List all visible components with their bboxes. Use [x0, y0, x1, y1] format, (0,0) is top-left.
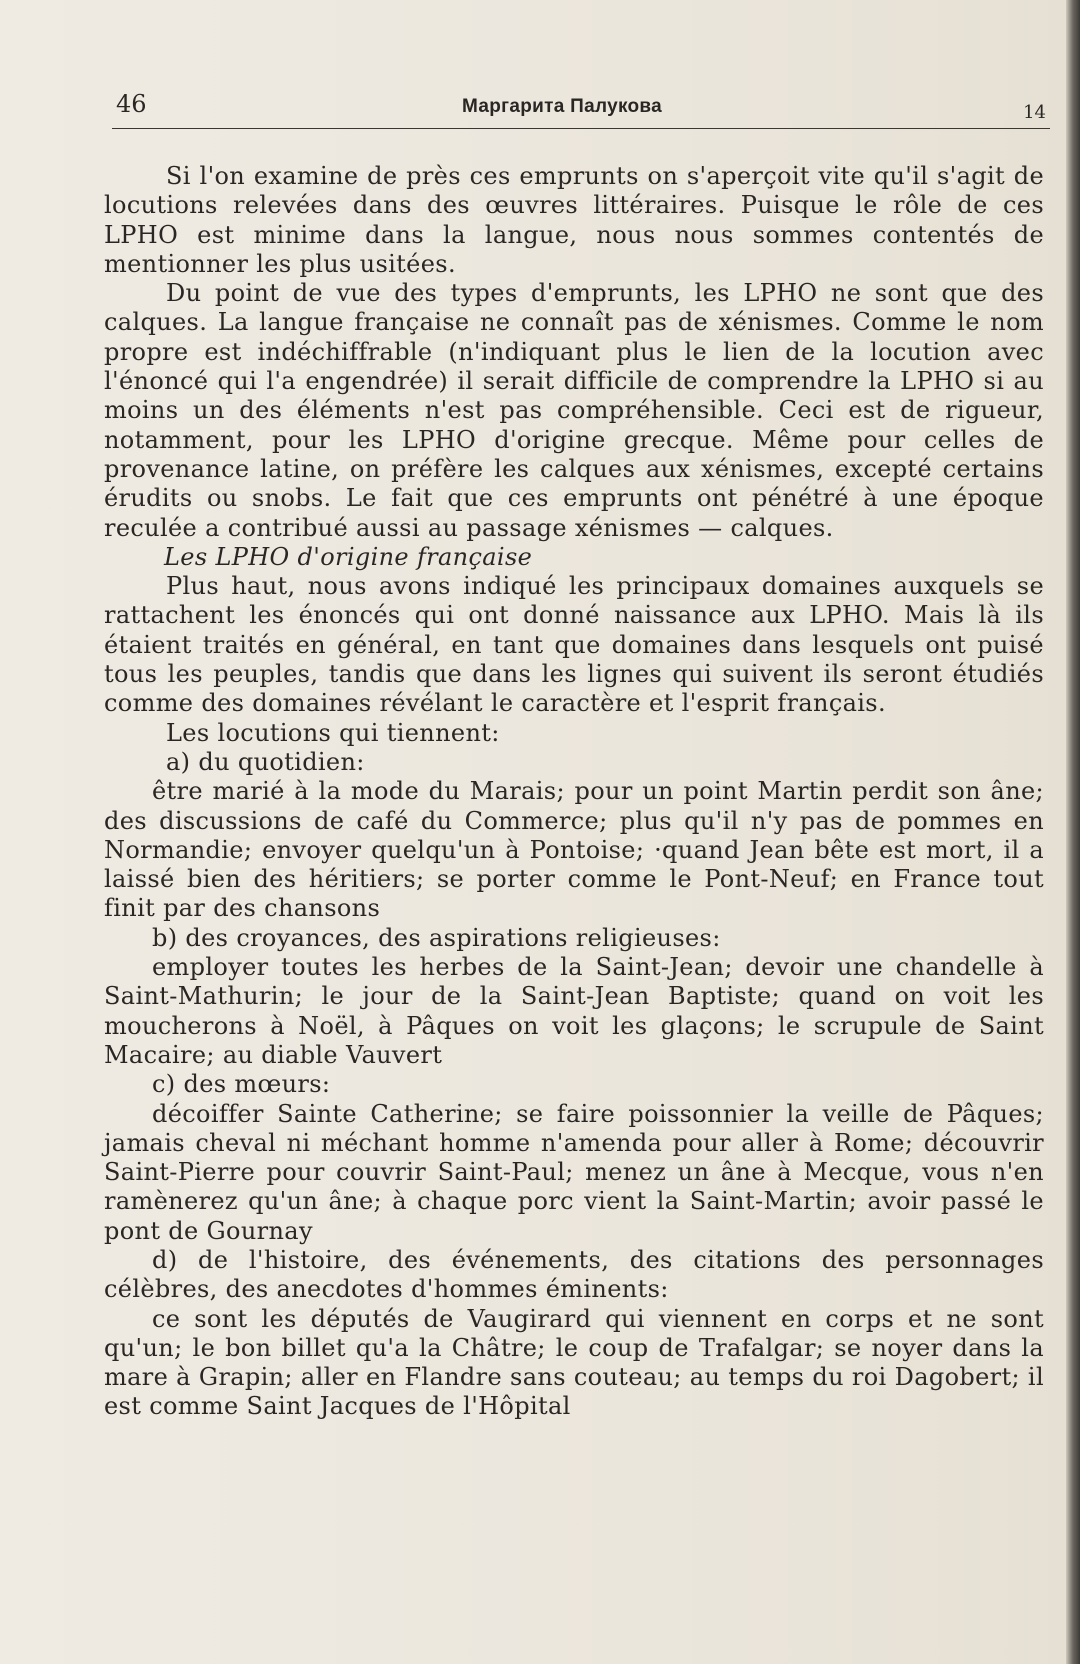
paragraph: décoiffer Sainte Catherine; se faire poissonnier la veille de Pâques; jamais cheval ni méchant homme n'amenda pour aller à Rome; découvrir Saint-Pierre pour couvrir Saint-Paul; menez un âne à Mecque, vous n'en ramènerez qu'un âne; à chaque porc vient la Saint-Martin; avoir passé le pont de Gournay: [104, 1099, 1044, 1245]
page-edge-shadow: [1066, 0, 1080, 1664]
body-text: [104, 162, 1044, 1422]
paragraph: employer toutes les herbes de la Saint-Jean; devoir une chandelle à Saint-Mathurin; le jour de la Saint-Jean Baptiste; quand on voit les moucherons à Noël, à Pâques on voit les glaçons; le scrupule de Saint Macaire; au diable Vauvert: [104, 953, 1044, 1069]
list-label: c) des mœurs:: [152, 1070, 331, 1099]
paragraph: Les locutions qui tiennent:: [166, 718, 500, 747]
paragraph: être marié à la mode du Marais; pour un point Martin perdit son âne; des discussions de café du Commerce; plus qu'il n'y pas de pommes en Normandie; envoyer quelqu'un à Pontoise; ·quand Jean bête est mort, il a laissé bien des héritiers; se porter comme le Pont-Neuf; en France tout finit par des chansons: [104, 777, 1044, 923]
page-header: [112, 90, 1052, 130]
list-label: d) de l'histoire, des événements, des citations des personnages célèbres, des anecdotes d'hommes éminents:: [104, 1245, 1044, 1304]
list-label: a) du quotidien:: [166, 747, 365, 776]
list-label: b) des croyances, des aspirations religieuses:: [152, 923, 721, 952]
paragraph: Si l'on examine de près ces emprunts on s'aperçoit vite qu'il s'agit de locutions relevées dans des œuvres littéraires. Puisque le rôle de ces LPHO est minime dans la langue, nous nous sommes contentés de mentionner les plus usitées.: [104, 162, 1044, 278]
paragraph: Du point de vue des types d'emprunts, les LPHO ne sont que des calques. La langue française ne connaît pas de xénismes. Comme le nom propre est indéchiffrable (n'indiquant plus le lien de la locution avec l'énoncé qui l'a engendrée) il serait difficile de comprendre la LPHO si au moins un des éléments n'est pas compréhensible. Ceci est de rigueur, notamment, pour les LPHO d'origine grecque. Même pour celles de provenance latine, on préfère les calques aux xénismes, excepté certains érudits ou snobs. Le fait que ces emprunts ont pénétré à une époque reculée a contribué aussi au passage xénismes — calques.: [104, 279, 1044, 542]
running-title: Маргарита Палукова: [462, 96, 663, 117]
paragraph: Plus haut, nous avons indiqué les principaux domaines auxquels se rattachent les énoncés qui ont donné naissance aux LPHO. Mais là ils étaient traités en général, en tant que domaines dans lesquels ont puisé tous les peuples, tandis que dans les lignes qui suivent ils seront étudiés comme des domaines révélant le caractère et l'esprit français.: [104, 572, 1044, 718]
section-heading: Les LPHO d'origine française: [164, 542, 533, 571]
page-number: 46: [116, 90, 147, 118]
margin-number: 14: [1023, 102, 1046, 123]
paragraph: ce sont les députés de Vaugirard qui viennent en corps et ne sont qu'un; le bon billet qu'a la Châtre; le coup de Trafalgar; se noyer dans la mare à Grapin; aller en Flandre sans couteau; au temps du roi Dagobert; il est comme Saint Jacques de l'Hôpital: [104, 1304, 1044, 1421]
header-rule: [112, 128, 1050, 129]
